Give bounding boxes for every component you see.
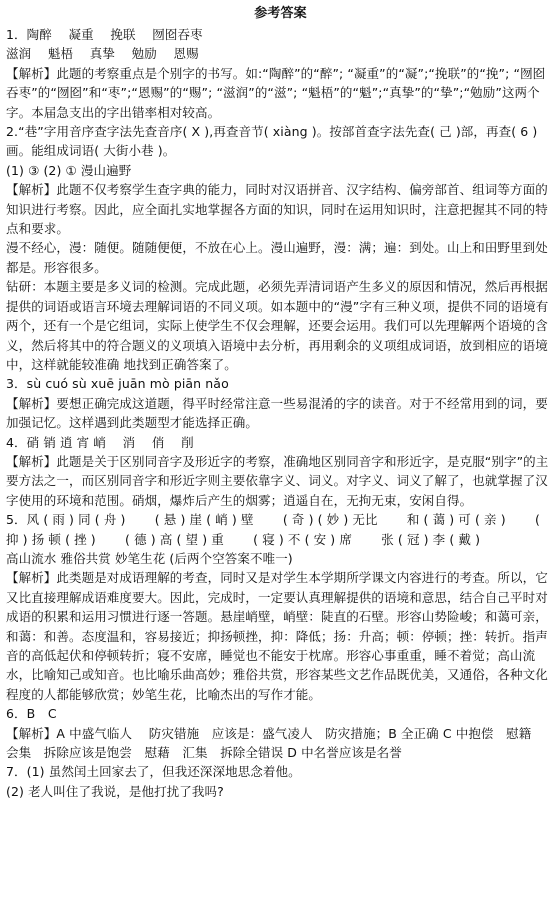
q2-drill-note: 钻研：本题主要是多义词的检测。完成此题，必须先弄清词语产生多义的原因和情况，然后再根据提供的词语或语言环境去理解词语的不同义项。如本题中的“漫”字有三种义项，提供不同的语境有两个，还有一个是它组词，实际上使学生不仅会理解，还要会运用。我们可以先理解两个语境的含义，然后将其中的符合题义的义项填入语境中去分析，再用剩余的义项组成词语，放到相应的语境中，这样就能较准确 地找到正确答案了。 [6, 279, 549, 372]
q1-answer-line2: 滋润 魁梧 真挚 勉励 恩赐 [6, 46, 199, 62]
q4-analysis: 【解析】此题是关于区别同音字及形近字的考察，准确地区别同音字和形近字，是克服“别字”的主要方法之一，而区别同音字和形近字则主要依靠字义、词义。对字义、词义了解了，也就掌握了汉字使用的环境和范围。硝烟，爆炸后产生的烟雾；逍遥自在，无拘无束，安闲自得。 [6, 453, 549, 508]
q6-answer: 6．B C [6, 706, 57, 722]
q3-analysis: 【解析】要想正确完成这道题，得平时经常注意一些易混淆的字的读音。对于不经常用到的词，要加强记忆。这样遇到此类题型才能选择正确。 [6, 395, 548, 431]
q6-analysis: 【解析】A 中盛气临人 防灾错施 应该是：盛气凌人 防灾措施；B 全正确 C 中抱偿 慰籍 会集 拆除应该是饱尝 慰藉 汇集 拆除全错误 D 中名誉应该是名誉 [6, 725, 544, 761]
q2-subanswer: (1) ③ (2) ① 漫山遍野 [6, 162, 132, 178]
page-title: 参考答案 [254, 6, 307, 21]
q7-answer-2: (2) 老人叫住了我说，是他打扰了我吗? [6, 783, 224, 799]
q1-analysis: 【解析】此题的考察重点是个别字的书写。如:“陶醉”的“醉”; “凝重”的“凝”;“挽联”的“挽”; “囫囵吞枣”的“囫囵”和“枣”;“恩赐”的“赐”; “滋润”的“滋”; “魁梧”的“魁”;“真挚”的“挚”;“勉励”这两个字。本届急支出的字出错率相对较高。 [6, 65, 546, 120]
q5-analysis: 【解析】此类题是对成语理解的考查，同时又是对学生本学期所学课文内容进行的考查。所以，它又比直接理解成语难度要大。因此，完成时，一定要认真理解提供的语境和意思，结合自己平时对成语的积累和运用习惯进行逐一答题。悬崖峭壁，峭壁：陡直的石壁。形容山势险峻；和蔼可亲，和蔼：和善。态度温和，容易接近；抑扬顿挫，抑：降低；扬：升高；顿：停顿；挫：转折。指声音的高低起伏和停顿转折；寝不安席，睡觉也不能安于枕席。形容心事重重，睡不着觉；高山流水，比喻知己或知音。也比喻乐曲高妙；雅俗共赏，形容某些文艺作品既优美，又通俗，各种文化程度的人都能够欣赏；妙笔生花，比喻杰出的写作才能。 [6, 570, 548, 702]
q7-answer-1: 7．(1) 虽然闰土回家去了，但我还深深地思念着他。 [6, 764, 301, 780]
q5-answer: 5．风 ( 雨 ) 同 ( 舟 ) ( 悬 ) 崖 ( 峭 ) 壁 ( 奇 ) ( 妙 ) 无比 和 ( 蔼 ) 可 ( 亲 ) ( 抑 ) 扬 顿 ( 挫 ) ( 德 ) 高 ( 望 ) 重 ( 寝 ) 不 ( 安 ) 席 张 ( 冠 ) 李 ( 戴 ) [6, 512, 540, 547]
q5-extra-answer: 高山流水 雅俗共赏 妙笔生花 (后两个空答案不唯一) [6, 550, 293, 566]
q2-analysis: 【解析】此题不仅考察学生查字典的能力，同时对汉语拼音、汉字结构、偏旁部首、组词等方面的知识进行考察。因此，应全面扎实地掌握各方面的知识，同时在运用知识时，注意把握其不同的特点和要求。 [6, 182, 548, 237]
q2-explanation: 漫不经心，漫：随便。随随便便，不放在心上。漫山遍野，漫：满；遍：到处。山上和田野里到处都是。形容很多。 [6, 240, 548, 275]
q1-answer-line1: 1．陶醉 凝重 挽联 囫囵吞枣 [6, 27, 203, 42]
q3-answer: 3．sù cuó sù xuē juān mò piān nǎo [6, 376, 229, 392]
q4-answer: 4．硝 销 逍 宵 峭 消 俏 削 [6, 434, 194, 450]
q2-answer: 2.“巷”字用音序查字法先查音序( X ),再查音节( xiàng )。按部首查字法先查( 己 )部，再查( 6 )画。能组成词语( 大街小巷 )。 [6, 124, 538, 159]
